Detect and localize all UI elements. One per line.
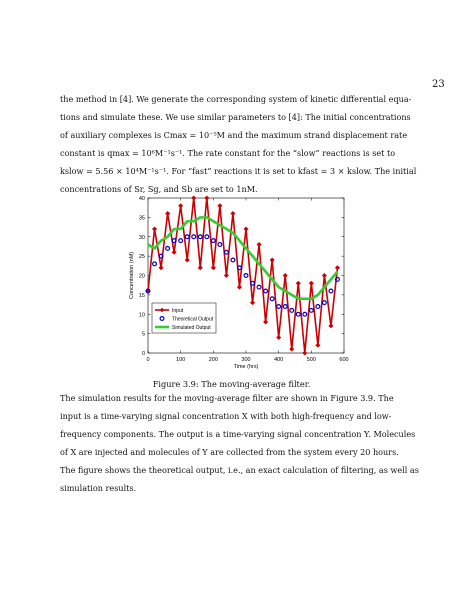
x-axis-label: Time (hrs)	[233, 364, 259, 370]
x-tick-label: 600	[339, 357, 349, 363]
figure-caption: Figure 3.9: The moving-average filter.	[152, 379, 311, 389]
paragraph1-line: of auxiliary complexes is Cmax = 10⁻⁵M and the maximum strand displacement rate	[60, 130, 408, 140]
body-paragraph-2	[60, 389, 419, 497]
legend-label: Simulated Output	[172, 325, 211, 331]
paragraph1-line: constant is qmax = 10⁶M⁻¹s⁻¹. The rate constant for the “slow” reactions is set to	[60, 148, 396, 158]
page-number: 23	[432, 79, 445, 90]
y-tick-label: 0	[141, 351, 145, 357]
paragraph1-line: kslow = 5.56 × 10⁴M⁻¹s⁻¹. For “fast” reactions it is set to kfast = 3 × kslow. The initial	[60, 166, 417, 176]
paragraph2-line: The figure shows the theoretical output, i.e., an exact calculation of filtering, as well as	[60, 465, 419, 475]
body-paragraph-1	[60, 90, 417, 198]
legend-label: Input	[172, 308, 184, 314]
legend-label: Theoretical Output	[172, 316, 214, 323]
paragraph1-line: the method in [4]. We generate the corresponding system of kinetic differential equa-	[60, 94, 412, 104]
y-tick-label: 25	[138, 254, 145, 261]
y-tick-label: 40	[138, 196, 145, 202]
x-tick-label: 100	[176, 357, 186, 363]
paragraph2-line: frequency components. The output is a time-varying signal concentration Y. Molecules	[60, 429, 416, 439]
paragraph1-line: concentrations of Sr, Sg, and Sb are set to 1nM.	[60, 184, 258, 194]
moving-average-figure	[126, 192, 356, 377]
x-tick-label: 200	[208, 357, 218, 363]
y-tick-label: 15	[138, 292, 145, 299]
paragraph1-line: tions and simulate these. We use similar parameters to [4]: The initial concentrations	[60, 112, 411, 122]
paragraph2-line: of X are injected and molecules of Y are collected from the system every 20 hours.	[60, 447, 399, 457]
paragraph2-line: simulation results.	[60, 483, 137, 493]
y-tick-label: 30	[138, 234, 145, 241]
x-tick-label: 300	[241, 357, 251, 363]
x-tick-label: 0	[146, 357, 150, 363]
x-tick-label: 500	[306, 357, 316, 363]
y-tick-label: 10	[138, 312, 145, 319]
paragraph2-line: The simulation results for the moving-average filter are shown in Figure 3.9. The	[60, 393, 394, 403]
x-tick-label: 400	[274, 357, 284, 363]
y-tick-label: 5	[141, 331, 145, 338]
y-tick-label: 35	[138, 215, 145, 222]
paragraph2-line: input is a time-varying signal concentration X with both high-frequency and low-	[60, 411, 392, 421]
y-axis-label: Concentration (nM)	[129, 251, 135, 300]
y-tick-label: 20	[138, 273, 145, 280]
